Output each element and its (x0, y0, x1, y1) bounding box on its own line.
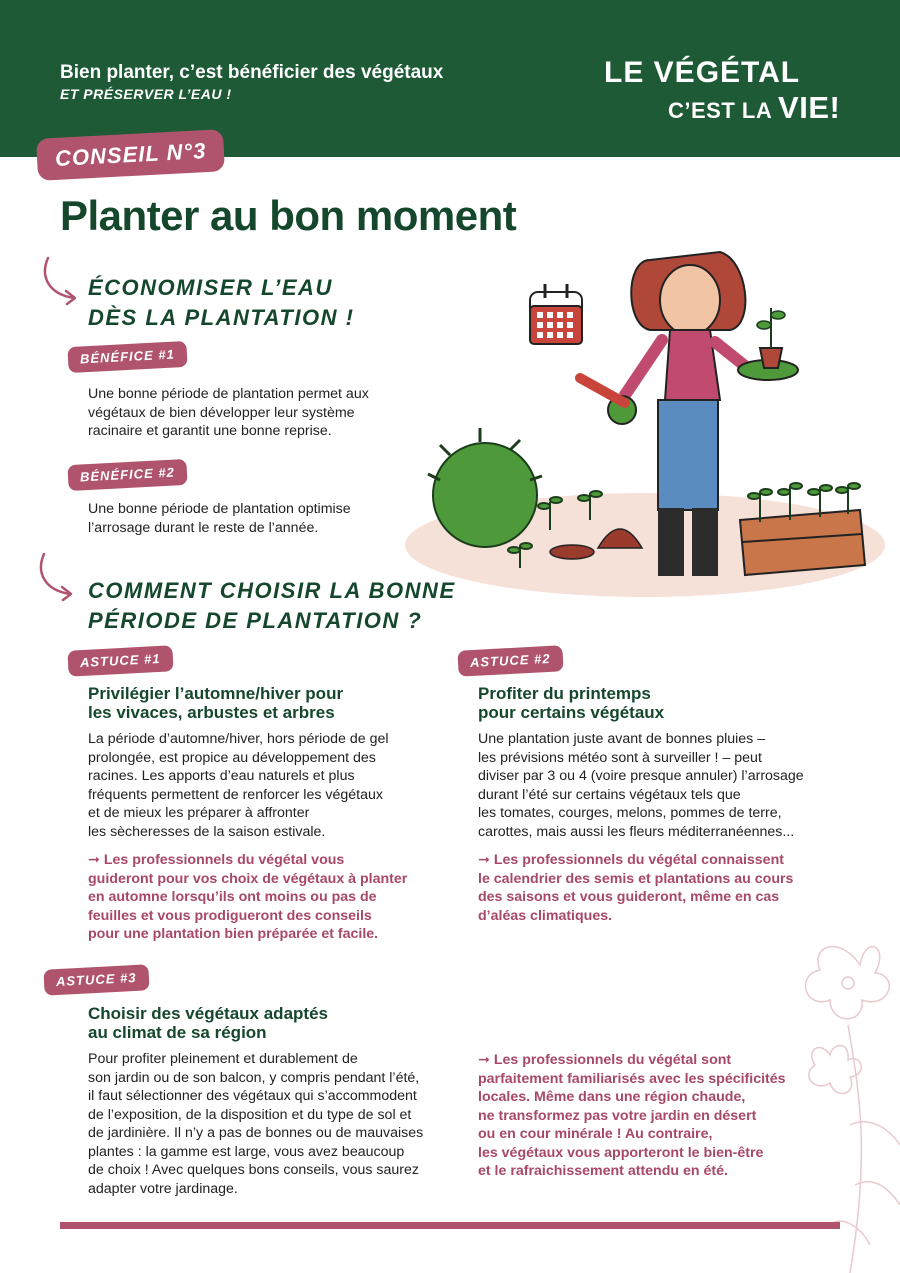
curved-arrow-icon (34, 552, 78, 602)
logo-line1: LE VÉGÉTAL (604, 56, 801, 89)
brand-logo (604, 52, 864, 125)
curved-arrow-icon (38, 256, 82, 306)
benefice-text-2: Une bonne période de plantation optimise l’arrosage durant le reste de l’année. (88, 501, 351, 536)
calendar-icon (530, 284, 582, 344)
conseil-tag: CONSEIL N°3 (36, 129, 225, 181)
logo-line2: C’EST LA VIE! (668, 90, 841, 125)
header-tagline-sub: ET PRÉSERVER L’EAU ! (60, 86, 232, 102)
astuce3-title: Choisir des végétaux adaptés au climat de sa région (88, 1004, 328, 1042)
astuce3-body: Pour profiter pleinement et durablement de son jardin ou de son balcon, y compris pendant l’été, il faut sélectionner des végétaux qui s’accommodent de l’exposition, de la disposition et du type de sol et de jardinière. Il n’y a pas de bonnes ou de mauvaises plantes : la gamme est large, vous avez beaucoup de choix ! Avec quelques bons conseils, vous saurez adapter votre jardinage. (88, 1051, 424, 1197)
astuce2-body: Une plantation juste avant de bonnes pluies – les prévisions météo sont à surveiller ! – peut diviser par 3 ou 4 (voire presque annuler) l’arrosage durant l’été sur certains végétaux tels que les tomates, courges, melons, pommes de terre, carottes, mais aussi les fleurs méditerranéennes... (478, 731, 804, 840)
gardener-illustration (400, 230, 890, 610)
astuce1-body: La période d’automne/hiver, hors période de gel prolongée, est propice au développement des racines. Les apports d’eau naturels et plus fréquents permettent de renforcer les végétaux et de mieux les préparer à affronter les sècheresses de la saison estivale. (88, 731, 389, 840)
astuce-tag-1: ASTUCE #1 (67, 645, 173, 676)
page-title: Planter au bon moment (60, 192, 517, 239)
planter-crate-icon (740, 483, 865, 575)
astuce-tag-3: ASTUCE #3 (43, 964, 149, 995)
header-tagline: Bien planter, c’est bénéficier des végétaux (60, 62, 444, 83)
section-heading-water: ÉCONOMISER L’EAU DÈS LA PLANTATION ! (88, 275, 355, 330)
astuce1-pro-advice: ➞ Les professionnels du végétal vous guideront pour vos choix de végétaux à planter en automne lorsqu’ils ont moins ou pas de feuilles et vous prodigueront des conseils pour une plantation bien préparée et facile. (88, 852, 408, 942)
astuce2-title: Profiter du printemps pour certains végétaux (478, 684, 665, 722)
benefice-tag-1: BÉNÉFICE #1 (67, 341, 187, 373)
benefice-text-1: Une bonne période de plantation permet aux végétaux de bien développer leur système racinaire et garantit une bonne reprise. (88, 386, 369, 439)
bush-icon (428, 428, 542, 547)
astuce2-pro-advice: ➞ Les professionnels du végétal connaissent le calendrier des semis et plantations au cours des saisons et vous guideront, même en cas d’aléas climatiques. (478, 852, 794, 924)
flower-decoration-icon (790, 925, 900, 1273)
section-heading-period: COMMENT CHOISIR LA BONNE PÉRIODE DE PLANTATION ? (88, 578, 456, 633)
astuce-tag-2: ASTUCE #2 (457, 645, 563, 676)
astuce1-title: Privilégier l’automne/hiver pour les vivaces, arbustes et arbres (88, 684, 344, 722)
bottom-divider (60, 1222, 840, 1229)
benefice-tag-2: BÉNÉFICE #2 (67, 459, 187, 491)
astuce3-pro-advice: ➞ Les professionnels du végétal sont parfaitement familiarisés avec les spécificités locales. Même dans une région chaude, ne transformez pas votre jardin en désert ou en cour minérale ! Au contraire, les végétaux vous apporteront le bien-être et le rafraichissement attendu en été. (478, 1052, 786, 1179)
